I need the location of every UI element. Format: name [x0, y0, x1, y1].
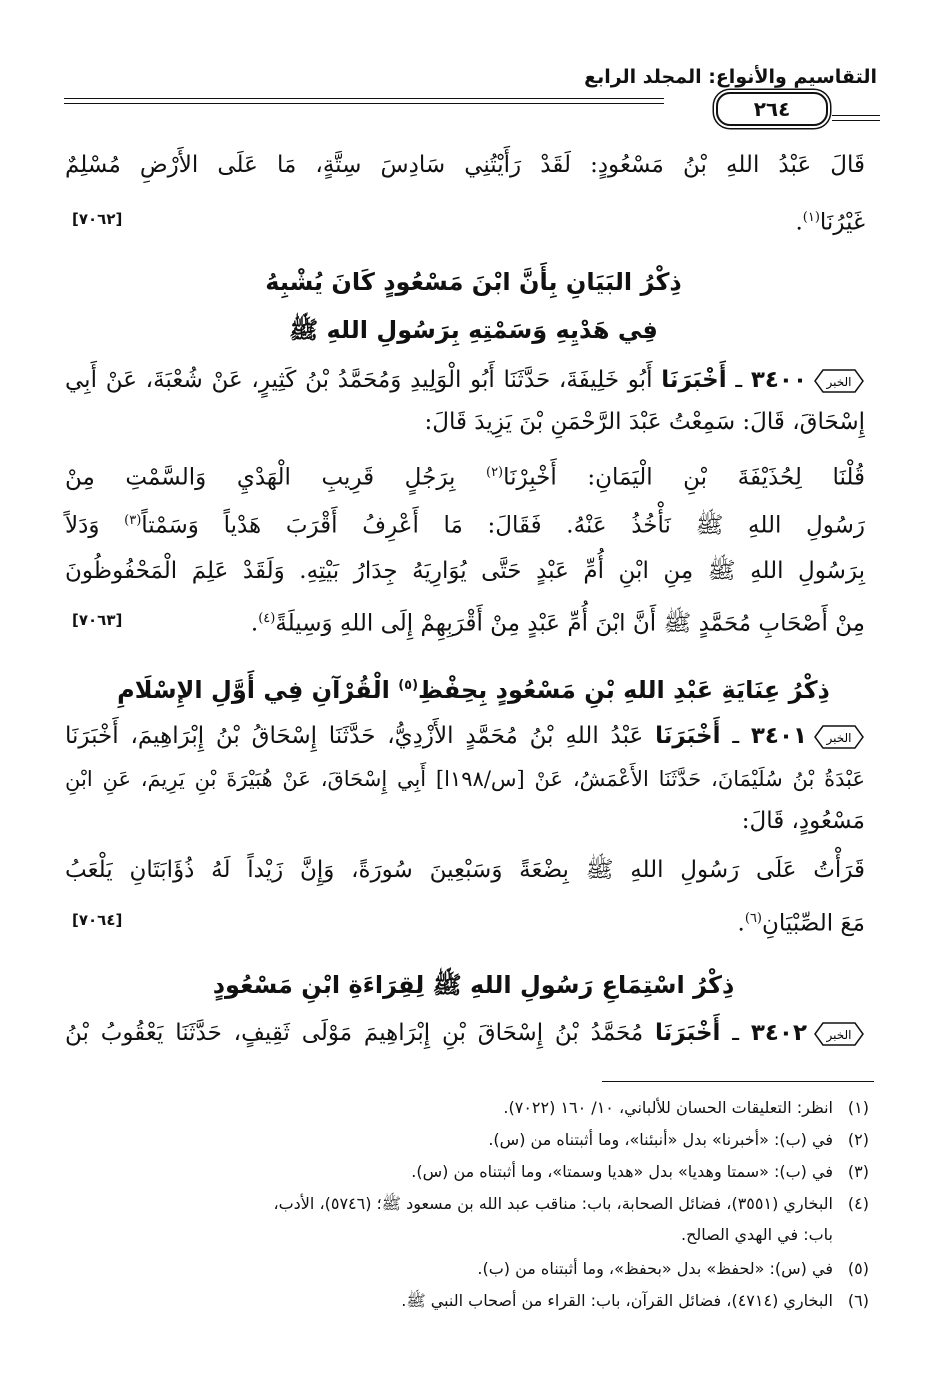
hadith-line: بِرَسُولِ اللهِ ﷺ مِنِ ابْنِ أُمِّ عَبْدٍ حَتَّى يُوَارِيَهُ جِدَارُ بَيْتِهِ. وَلَقَدْ عَلِمَ الْمَحْفُوظُونَ: [65, 558, 865, 584]
hadith-line: عَبْدَةُ بْنُ سُلَيْمَانَ، حَدَّثَنَا الأَعْمَشُ، عَنْ [س/١٩٨ا] أَبِي إِسْحَاقَ، عَنْ هُبَيْرَةَ بْنِ يَرِيمَ، عَنِ ابْنِ: [65, 767, 865, 791]
footnote-text: البخاري (٣٥٥١)، فضائل الصحابة، باب: مناقب عبد الله بن مسعود ﷺ؛ (٥٧٤٦)، الأدب،: [273, 1194, 833, 1213]
dash: ـ: [735, 367, 743, 393]
footnote: [69, 1290, 869, 1312]
text-line: [65, 203, 865, 238]
footnote-marker: (٦): [744, 911, 762, 926]
text-span: رَسُولِ اللهِ ﷺ نَأْخُذُ عَنْهُ. فَقَالَ: مَا أَعْرِفُ أَقْرَبَ هَدْياً وَسَمْتاً: [141, 512, 866, 539]
text-span: بِرَجُلٍ قَرِيبِ الْهَدْيِ وَالسَّمْتِ مِنْ: [65, 464, 456, 491]
footnote-number: (٥): [847, 1259, 869, 1278]
text-span: قُلْنَا لِحُذَيْفَةَ بْنِ الْيَمَانِ: أَخْبِرْنَا: [503, 464, 866, 491]
akhbarana-keyword: أَخْبَرَنَا: [655, 1020, 721, 1046]
text-span: مَعَ الصِّبْيَانِ: [762, 910, 865, 937]
hadith-line: [65, 604, 865, 639]
footnote-marker: (٤): [258, 611, 276, 626]
page-number-box: [716, 92, 828, 126]
hadith-line: قَرَأْتُ عَلَى رَسُولِ اللهِ ﷺ بِضْعَةً وَسَبْعِينَ سُورَةً، وَإِنَّ زَيْداً لَهُ ذُؤَابَتَانِ يَلْعَبُ: [65, 857, 865, 883]
footnote-text: في (ب): «سمتا وهديا» بدل «هديا وسمتا»، وما أثبتناه من (س).: [411, 1162, 833, 1181]
footnote-continuation: باب: في الهدي الصالح.: [681, 1225, 833, 1244]
hadith-number: ٣٤٠٢: [750, 1020, 808, 1046]
footnote-text: انظر: التعليقات الحسان للألباني، ١٠/ ١٦٠ (٧٠٢٢).: [503, 1098, 833, 1117]
hadith-line: مَسْعُودٍ، قَالَ:: [741, 808, 865, 834]
text-span: .: [737, 910, 745, 937]
svg-text:الخبر: الخبر: [826, 1028, 852, 1042]
text-span: مِنْ أَصْحَابِ مُحَمَّدٍ ﷺ أَنَّ ابْنَ أُمِّ عَبْدٍ مِنْ أَقْرَبِهِمْ إِلَى اللهِ وَسِيلَةً: [275, 610, 865, 637]
footnote-marker: (٥): [398, 678, 419, 693]
khabar-tag: [813, 1021, 865, 1047]
footnote-marker: (٢): [485, 465, 504, 480]
hadith-line: [65, 458, 865, 493]
dash: ـ: [732, 1020, 740, 1046]
footnote-text: البخاري (٤٧١٤)، فضائل القرآن، باب: القراء من أصحاب النبي ﷺ.: [401, 1291, 833, 1310]
akhbarana-keyword: أَخْبَرَنَا: [655, 723, 721, 749]
hadith-line: [65, 721, 865, 751]
hadith-line: إِسْحَاقَ، قَالَ: سَمِعْتُ عَبْدَ الرَّحْمَنِ بْنَ يَزِيدَ قَالَ:: [424, 409, 865, 435]
footnote-marker: (١): [802, 210, 820, 225]
running-header-title: التقاسيم والأنواع: المجلد الرابع: [584, 66, 877, 88]
hadith-line: [65, 1018, 865, 1048]
footnote-text: في (س): «لحفظ» بدل «بحفظ»، وما أثبتناه من (ب).: [477, 1259, 833, 1278]
footnote-number: (٤): [847, 1194, 869, 1213]
header-rule: [832, 115, 880, 116]
hadith-line: [65, 365, 865, 395]
page-number: ٢٦٤: [753, 97, 791, 121]
hadith-reference: [٧٠٦٢]: [72, 210, 123, 228]
footnote: [69, 1161, 869, 1183]
footnote-number: (١): [847, 1098, 869, 1117]
khabar-tag: [813, 724, 865, 750]
footnote-number: (٦): [847, 1291, 869, 1310]
khabar-tag-icon: [813, 1021, 865, 1047]
text-span: .: [250, 610, 259, 637]
section-heading: [70, 670, 877, 706]
section-heading: فِي هَدْيِهِ وَسَمْتِهِ بِرَسُولِ اللهِ ﷺ: [289, 316, 658, 344]
khabar-tag: [813, 368, 865, 394]
footnote: [69, 1193, 869, 1215]
text-line: قَالَ عَبْدُ اللهِ بْنُ مَسْعُودٍ: لَقَدْ رَأَيْتُنِي سَادِسَ سِتَّةٍ، مَا عَلَى الأَرْضِ مُسْلِمٌ: [65, 152, 865, 178]
footnote-text: في (ب): «أخبرنا» بدل «أنبئنا»، وما أثبتناه من (س).: [488, 1130, 833, 1149]
dash: ـ: [732, 723, 740, 749]
text-span: .: [795, 209, 803, 236]
hadith-reference: [٧٠٦٣]: [72, 611, 123, 629]
footnote: [69, 1097, 869, 1119]
text-span: غَيْرُنَا: [819, 209, 865, 236]
khabar-tag-icon: [813, 368, 865, 394]
hadith-number: ٣٤٠١: [750, 723, 808, 749]
footnote: [69, 1258, 869, 1280]
header-rule: [64, 103, 664, 104]
text-span: ذِكْرُ عِنَايَةِ عَبْدِ اللهِ بْنِ مَسْعُودٍ بِحِفْظِ: [418, 676, 830, 704]
text-span: عَبْدُ اللهِ بْنُ مُحَمَّدٍ الأَزْدِيُّ، حَدَّثَنَا إِسْحَاقُ بْنُ إِبْرَاهِيمَ، أَخْبَرَنَا: [65, 723, 644, 749]
footnote-marker: (٣): [124, 513, 142, 528]
akhbarana-keyword: أَخْبَرَنَا: [661, 367, 727, 393]
section-heading: ذِكْرُ اسْتِمَاعِ رَسُولِ اللهِ ﷺ لِقِرَاءَةِ ابْنِ مَسْعُودٍ: [212, 971, 735, 999]
svg-text:الخبر: الخبر: [826, 731, 852, 745]
footnote-number: (٣): [847, 1162, 869, 1181]
hadith-number: ٣٤٠٠: [750, 367, 808, 393]
svg-text:الخبر: الخبر: [826, 375, 852, 389]
hadith-line: [65, 904, 865, 939]
hadith-reference: [٧٠٦٤]: [72, 911, 123, 929]
text-span: مُحَمَّدُ بْنُ إِسْحَاقَ بْنِ إِبْرَاهِيمَ مَوْلَى ثَقِيفٍ، حَدَّثَنَا يَعْقُوبُ بْنُ: [65, 1020, 644, 1046]
footnote-number: (٢): [847, 1130, 869, 1149]
hadith-line: [65, 506, 865, 541]
header-rule: [64, 98, 664, 99]
header-rule: [832, 120, 880, 121]
text-span: وَدَلاً: [65, 512, 100, 539]
section-heading: ذِكْرُ البَيَانِ بِأَنَّ ابْنَ مَسْعُودٍ كَانَ يُشْبِهُ: [265, 268, 682, 296]
text-span: أَبُو خَلِيفَةَ، حَدَّثَنَا أَبُو الْوَلِيدِ وَمُحَمَّدُ بْنُ كَثِيرٍ، عَنْ شُعْبَةَ، عَنْ أَبِي: [65, 367, 653, 393]
khabar-tag-icon: [813, 724, 865, 750]
footnote-separator: [602, 1081, 874, 1082]
footnote: [69, 1129, 869, 1151]
text-span: الْقُرْآنِ فِي أَوَّلِ الإِسْلَامِ: [117, 676, 390, 704]
